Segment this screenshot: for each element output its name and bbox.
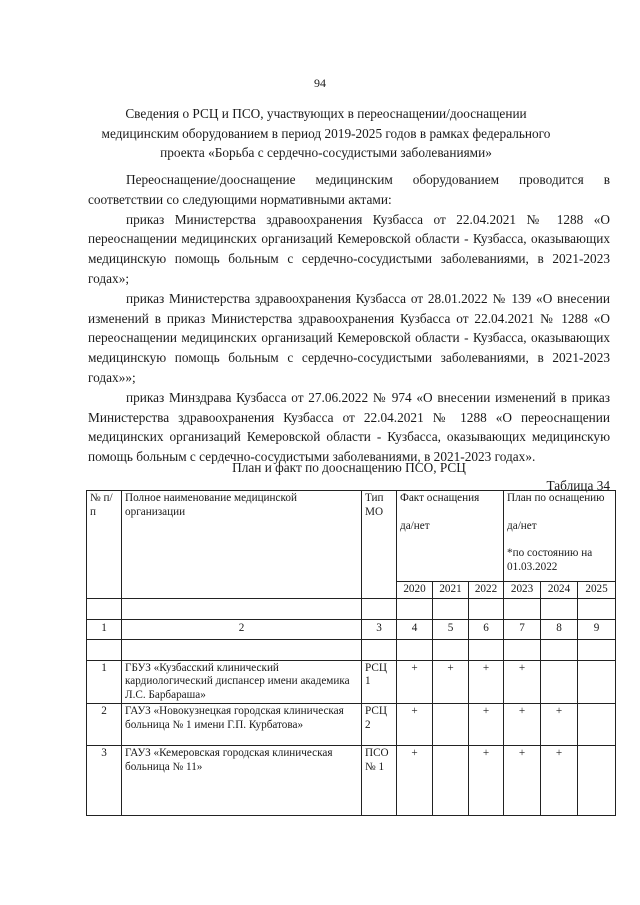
title-line: проекта «Борьба с сердечно-сосудистыми заболеваниями» (160, 145, 492, 160)
header-fact-sub: да/нет (400, 519, 430, 532)
header-plan-title: План по оснащению (507, 492, 605, 504)
header-plan (504, 491, 616, 582)
row-num: 2 (87, 704, 122, 746)
mark-cell: + (541, 704, 578, 746)
table-row (87, 746, 616, 816)
mark-cell: + (504, 660, 541, 704)
year-cell: 2023 (504, 582, 541, 599)
spacer-row (87, 598, 616, 619)
mark-cell (578, 704, 616, 746)
mark-cell (433, 746, 469, 816)
header-type: Тип МО (362, 491, 397, 599)
row-name: ГАУЗ «Новокузнецкая городская клиническая больница № 1 имени Г.П. Курбатова» (122, 704, 362, 746)
body-text (88, 170, 610, 467)
mark-cell: + (397, 746, 433, 816)
header-num: № п/п (87, 491, 122, 599)
col-number: 3 (362, 619, 397, 639)
row-type: ПСО № 1 (362, 746, 397, 816)
mark-cell (578, 746, 616, 816)
col-number: 4 (397, 619, 433, 639)
year-cell: 2025 (578, 582, 616, 599)
year-cell: 2022 (469, 582, 504, 599)
mark-cell: + (397, 704, 433, 746)
mark-cell (541, 660, 578, 704)
year-cell: 2020 (397, 582, 433, 599)
col-number: 8 (541, 619, 578, 639)
table-row (87, 704, 616, 746)
col-number: 9 (578, 619, 616, 639)
page-number: 94 (314, 76, 326, 90)
table-label: Таблица 34 (546, 478, 610, 493)
equipment-table (86, 490, 616, 816)
mark-cell: + (469, 660, 504, 704)
header-name: Полное наименование медицинской организации (122, 491, 362, 599)
row-num: 3 (87, 746, 122, 816)
header-row (87, 491, 616, 582)
header-plan-sub: да/нет (507, 519, 537, 532)
col-number: 7 (504, 619, 541, 639)
row-type: РСЦ 1 (362, 660, 397, 704)
mark-cell (578, 660, 616, 704)
row-num: 1 (87, 660, 122, 704)
title-line: Сведения о РСЦ и ПСО, участвующих в переоснащении/дооснащении (125, 106, 527, 121)
section-title (88, 104, 564, 163)
column-number-row (87, 619, 616, 639)
mark-cell: + (433, 660, 469, 704)
mark-cell: + (504, 704, 541, 746)
mark-cell: + (504, 746, 541, 816)
col-number: 1 (87, 619, 122, 639)
paragraph-order-3: приказ Минздрава Кузбасса от 27.06.2022 № 974 «О внесении изменений в приказ Министерства здравоохранения Кузбасса от 22.04.2021 № 1288 «О переоснащении медицинских организаций Кемеровской области - Кузбасса, оказывающих медицинскую помощь больным с сердечно-сосудистыми заболеваниями, в 2021-2023 годах». (88, 389, 610, 465)
row-type: РСЦ 2 (362, 704, 397, 746)
mark-cell: + (469, 746, 504, 816)
header-fact-title: Факт оснащения (400, 492, 480, 504)
mark-cell (433, 704, 469, 746)
paragraph-order-2: приказ Министерства здравоохранения Кузбасса от 28.01.2022 № 139 «О внесении изменений в приказ Министерства здравоохранения Кузбасса от 22.04.2021 № 1288 «О переоснащении медицинских организаций Кемеровской области - Кузбасса, оказывающих медицинскую помощь больным с сердечно-сосудистыми заболеваниями, в 2021-2023 годах»»; (88, 290, 610, 385)
paragraph-intro: Переоснащение/дооснащение медицинским оборудованием проводится в соответствии со следующими нормативными актами: (88, 172, 610, 207)
row-name: ГБУЗ «Кузбасский клинический кардиологический диспансер имени академика Л.С. Барбараша» (122, 660, 362, 704)
year-cell: 2021 (433, 582, 469, 599)
paragraph-order-1: приказ Министерства здравоохранения Кузбасса от 22.04.2021 № 1288 «О переоснащении медицинских организаций Кемеровской области - Кузбасса, оказывающих медицинскую помощь больным с сердечно-сосудистыми заболеваниями, в 2021-2023 годах»; (88, 211, 610, 286)
mark-cell: + (541, 746, 578, 816)
header-fact (397, 491, 504, 582)
col-number: 5 (433, 619, 469, 639)
mark-cell: + (397, 660, 433, 704)
table-row (87, 660, 616, 704)
header-plan-note: *по состоянию на 01.03.2022 (507, 547, 593, 573)
col-number: 6 (469, 619, 504, 639)
mark-cell: + (469, 704, 504, 746)
row-name: ГАУЗ «Кемеровская городская клиническая больница № 11» (122, 746, 362, 816)
spacer-row (87, 639, 616, 660)
title-line: медицинским оборудованием в период 2019-2025 годов в рамках федерального (101, 125, 551, 141)
col-number: 2 (122, 619, 362, 639)
table-title: План и факт по дооснащению ПСО, РСЦ (232, 460, 466, 475)
year-cell: 2024 (541, 582, 578, 599)
